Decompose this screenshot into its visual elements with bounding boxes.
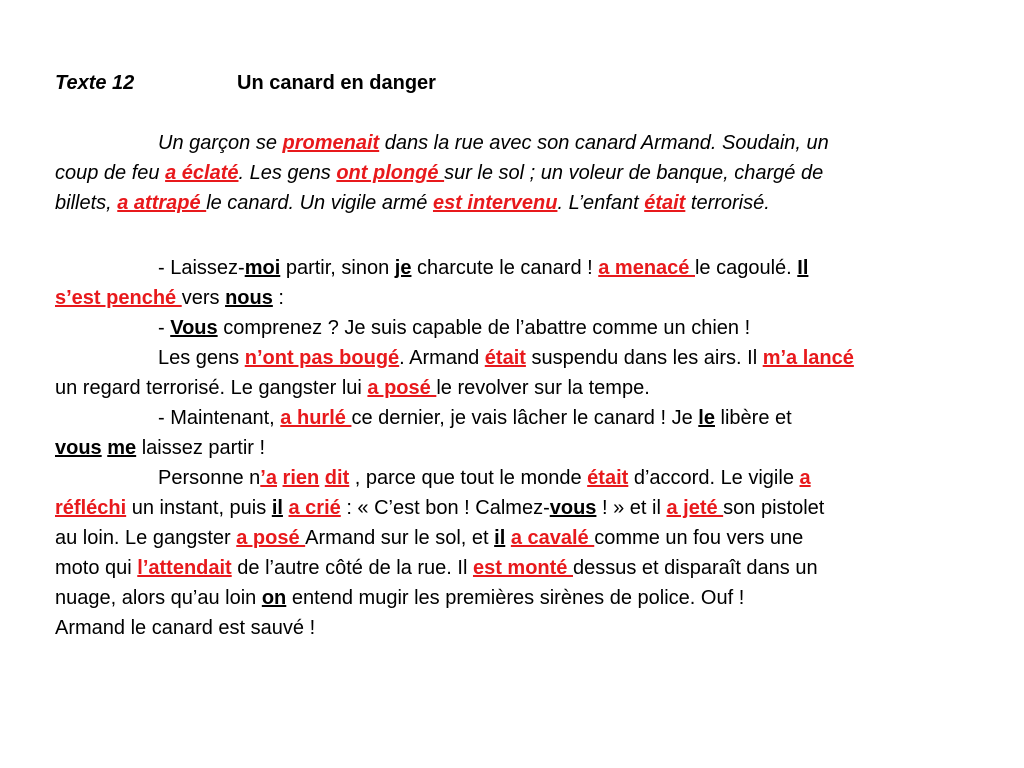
text-segment: coup de feu [55, 162, 166, 184]
text-segment: Personne n [158, 467, 261, 489]
text-segment: libère et [714, 407, 792, 429]
line-content [55, 377, 650, 399]
text-segment: , parce que tout le monde [349, 467, 588, 489]
story-line [55, 433, 265, 463]
line-content [55, 527, 803, 549]
text-segment: nuage, alors qu’au loin [55, 587, 262, 609]
underlined-pronoun: Vous [170, 317, 218, 339]
highlighted-verb: dit [324, 467, 350, 489]
underlined-pronoun: me [107, 437, 137, 459]
highlighted-verb: s’est penché [55, 287, 182, 309]
story-line [55, 188, 770, 218]
story-line [55, 493, 824, 523]
story-line [55, 463, 811, 493]
story-line [55, 523, 803, 553]
story-title: Un canard en danger [237, 72, 436, 94]
highlighted-verb: était [587, 467, 629, 489]
story-line [55, 313, 750, 343]
underlined-pronoun: vous [549, 497, 597, 519]
highlighted-verb: réfléchi [55, 497, 127, 519]
text-segment: un regard terrorisé. Le gangster lui [55, 377, 368, 399]
underlined-pronoun: nous [225, 287, 273, 309]
story-line [55, 128, 829, 158]
story-line [55, 158, 823, 188]
text-segment: ! » et il [596, 497, 667, 519]
line-content [55, 587, 744, 609]
text-segment: terrorisé. [685, 192, 770, 214]
story-line [55, 343, 854, 373]
underlined-pronoun: moi [244, 257, 281, 279]
text-segment: son pistolet [723, 497, 825, 519]
highlighted-verb: n’ont pas bougé [244, 347, 400, 369]
highlighted-verb: ont plongé [336, 162, 445, 184]
slide-title-row [55, 70, 436, 96]
line-content [55, 287, 284, 309]
line-content [55, 557, 818, 579]
highlighted-verb: ’a [260, 467, 277, 489]
highlighted-verb: a éclaté [165, 162, 239, 184]
text-segment: le cagoulé. [694, 257, 798, 279]
highlighted-verb: a posé [367, 377, 437, 399]
text-segment: le canard. Un vigile armé [206, 192, 433, 214]
highlighted-verb: est intervenu [432, 192, 558, 214]
underlined-pronoun: Il [797, 257, 809, 279]
highlighted-verb: est monté [472, 557, 573, 579]
highlighted-verb: a [799, 467, 811, 489]
highlighted-verb: promenait [282, 132, 380, 154]
text-segment: laissez partir ! [136, 437, 266, 459]
underlined-pronoun: on [261, 587, 287, 609]
text-segment: Armand le canard est sauvé ! [55, 617, 316, 639]
text-segment: . Armand [399, 347, 485, 369]
text-segment: le revolver sur la tempe. [436, 377, 650, 399]
highlighted-verb: a crié [288, 497, 341, 519]
text-segment: partir, sinon [280, 257, 395, 279]
text-segment: au loin. Le gangster [55, 527, 237, 549]
highlighted-verb: était [484, 347, 526, 369]
text-segment: dessus et disparaît dans un [573, 557, 818, 579]
text-segment: : [272, 287, 284, 309]
text-segment: billets, [55, 192, 118, 214]
text-segment: - Maintenant, [158, 407, 281, 429]
line-content [158, 132, 829, 154]
line-content [55, 497, 824, 519]
text-segment: d’accord. Le vigile [628, 467, 800, 489]
story-line [55, 613, 315, 643]
highlighted-verb: a cavalé [510, 527, 595, 549]
story-line [55, 283, 284, 313]
underlined-pronoun: le [698, 407, 715, 429]
highlighted-verb: a posé [236, 527, 306, 549]
highlighted-verb: l’attendait [137, 557, 232, 579]
text-segment: Armand sur le sol, et [305, 527, 495, 549]
line-content [158, 257, 808, 279]
text-segment: Les gens [158, 347, 245, 369]
line-content [158, 317, 750, 339]
highlighted-verb: a jeté [666, 497, 724, 519]
highlighted-verb: a menacé [598, 257, 695, 279]
story-line [55, 583, 744, 613]
text-segment: vers [181, 287, 226, 309]
line-content [158, 407, 792, 429]
highlighted-verb: a attrapé [117, 192, 207, 214]
text-segment: . Les gens [238, 162, 337, 184]
underlined-pronoun: il [494, 527, 506, 549]
text-segment: ce dernier, je vais lâcher le canard ! Je [351, 407, 699, 429]
text-segment: comme un fou vers une [594, 527, 804, 549]
highlighted-verb: était [644, 192, 686, 214]
text-segment: moto qui [55, 557, 138, 579]
story-line [55, 373, 650, 403]
underlined-pronoun: il [271, 497, 283, 519]
story-line [55, 553, 818, 583]
text-segment: entend mugir les premières sirènes de police. Ouf ! [286, 587, 745, 609]
underlined-pronoun: je [394, 257, 412, 279]
text-segment: suspendu dans les airs. Il [525, 347, 763, 369]
text-segment: dans la rue avec son canard Armand. Soudain, un [379, 132, 829, 154]
line-content [55, 437, 265, 459]
line-content [158, 347, 854, 369]
text-segment: - [158, 317, 171, 339]
text-segment: - Laissez- [158, 257, 245, 279]
story-line [55, 253, 808, 283]
line-content [55, 617, 315, 639]
text-segment: . L’enfant [557, 192, 645, 214]
text-segment: de l’autre côté de la rue. Il [231, 557, 473, 579]
text-segment: charcute le canard ! [411, 257, 599, 279]
highlighted-verb: a hurlé [280, 407, 352, 429]
story-line [55, 403, 792, 433]
text-segment: un instant, puis [126, 497, 272, 519]
underlined-pronoun: vous [55, 437, 102, 459]
text-segment: : « C’est bon ! Calmez- [340, 497, 550, 519]
highlighted-verb: m’a lancé [762, 347, 854, 369]
text-segment: Un garçon se [158, 132, 283, 154]
line-content [158, 467, 811, 489]
line-content [55, 162, 823, 184]
highlighted-verb: rien [282, 467, 320, 489]
line-content [55, 192, 770, 214]
text-number-label: Texte 12 [55, 72, 135, 94]
text-segment: sur le sol ; un voleur de banque, chargé de [444, 162, 824, 184]
text-segment: comprenez ? Je suis capable de l’abattre comme un chien ! [217, 317, 751, 339]
